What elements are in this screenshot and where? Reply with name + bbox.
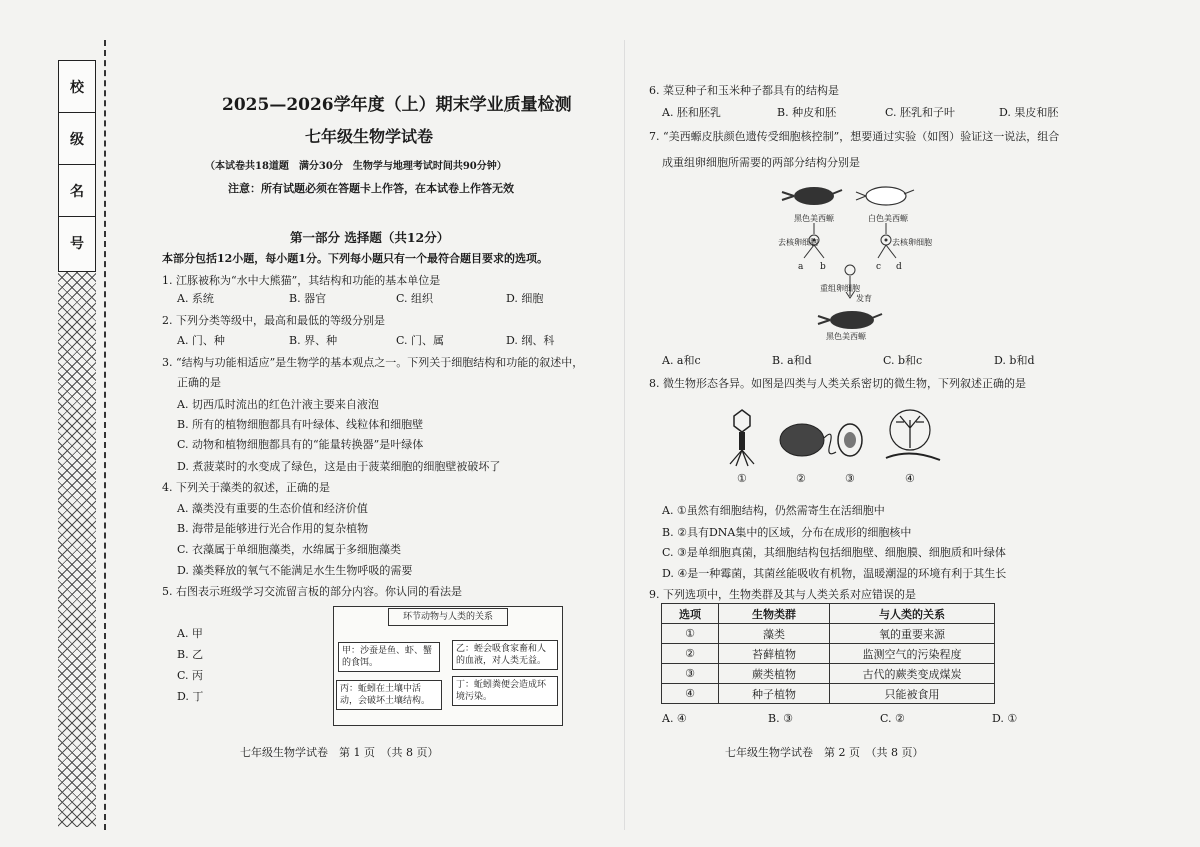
q7-option-d: D. b和d (994, 354, 1035, 367)
q8-label-2: ② (796, 472, 806, 485)
q5-option-c: C. 丙 (177, 669, 204, 682)
exam-warning: 注意：所有试题必须在答题卡上作答，在本试卷上作答无效 (228, 182, 514, 195)
q5-board-title: 环节动物与人类的关系 (388, 608, 508, 626)
q3-option-b: B. 所有的植物细胞都具有叶绿体、线粒体和细胞壁 (177, 418, 424, 431)
q8-option-a: A. ①虽然有细胞结构，仍然需寄生在活细胞中 (662, 504, 885, 517)
q7-label-a: a (798, 262, 804, 272)
q7-stem-cont: 成重组卵细胞所需要的两部分结构分别是 (662, 156, 860, 169)
q9-cell: ② (662, 644, 719, 664)
q8-option-c: C. ③是单细胞真菌，其细胞结构包括细胞壁、细胞膜、细胞质和叶绿体 (662, 546, 1006, 559)
white-axolotl-icon (856, 187, 914, 205)
q7-option-a: A. a和c (662, 354, 701, 367)
q2-option-c: C. 门、属 (396, 334, 445, 347)
q4-option-d: D. 藻类释放的氧气不能满足水生生物呼吸的需要 (177, 564, 413, 577)
q6-option-a: A. 胚和胚乳 (662, 106, 721, 119)
q9-stem: 9. 下列选项中，生物类群及其与人类关系对应错误的是 (649, 588, 916, 601)
q9-table-header (662, 604, 995, 624)
q5-stem: 5. 右图表示班级学习交流留言板的部分内容。你认同的看法是 (162, 585, 462, 598)
q7-label-result: 黑色美西螈 (826, 332, 866, 341)
q9-option-c: C. ② (880, 712, 905, 725)
exam-note: （本试卷共18道题 满分30分 生物学与地理考试时间共90分钟） (205, 161, 507, 172)
q5-note-bing: 丙：蚯蚓在土壤中活动，会破坏土壤结构。 (336, 680, 442, 710)
q9-cell: 只能被食用 (830, 684, 995, 704)
page1-footer: 七年级生物学试卷 第 1 页 （共 8 页） (240, 746, 439, 759)
q9-cell: 苔藓植物 (719, 644, 830, 664)
q4-option-b: B. 海带是能够进行光合作用的复杂植物 (177, 522, 369, 535)
q7-option-b: B. a和d (772, 354, 812, 367)
q2-option-a: A. 门、种 (177, 334, 225, 347)
section-instruction: 本部分包括12小题，每小题1分。下列每小题只有一个最符合题目要求的选项。 (162, 252, 548, 265)
q8-label-3: ③ (845, 472, 855, 485)
q9-cell: ③ (662, 664, 719, 684)
q7-label-d: d (896, 262, 902, 272)
q1-stem: 1. 江豚被称为“水中大熊猫”，其结构和功能的基本单位是 (162, 274, 441, 287)
section-title: 第一部分 选择题（共12分） (290, 230, 450, 245)
exam-subtitle: 七年级生物学试卷 (305, 127, 434, 146)
q3-option-d: D. 煮菠菜时的水变成了绿色，这是由于菠菜细胞的细胞壁被破坏了 (177, 460, 501, 473)
exam-title: 2025—2026学年度（上）期末学业质量检测 (222, 95, 572, 115)
binding-hatch-pattern (58, 272, 96, 827)
q9-header-group: 生物类群 (719, 604, 830, 624)
q6-option-c: C. 胚乳和子叶 (885, 106, 956, 119)
black-axolotl-icon (782, 187, 842, 205)
table-row (662, 644, 995, 664)
q5-note-yi: 乙：蛭会吸食家畜和人的血液，对人类无益。 (452, 640, 558, 670)
q3-option-a: A. 切西瓜时流出的红色汁液主要来自液泡 (177, 398, 379, 411)
q9-cell: ④ (662, 684, 719, 704)
page2-footer: 七年级生物学试卷 第 2 页 （共 8 页） (725, 746, 924, 759)
q3-stem: 3. “结构与功能相适应”是生物学的基本观点之一。下列关于细胞结构和功能的叙述中， (162, 356, 584, 369)
q1-option-c: C. 组织 (396, 292, 434, 305)
q2-option-b: B. 界、种 (289, 334, 338, 347)
table-row (662, 684, 995, 704)
q9-cell: 蕨类植物 (719, 664, 830, 684)
q6-option-d: D. 果皮和胚 (999, 106, 1059, 119)
q7-label-develop: 发育 (856, 294, 872, 303)
q2-option-d: D. 纲、科 (506, 334, 555, 347)
q8-microbe-figure (720, 408, 950, 468)
q9-option-a: A. ④ (662, 712, 687, 725)
q7-label-remove-left: 去核卵细胞 (778, 238, 818, 247)
q3-stem-cont: 正确的是 (177, 376, 221, 389)
table-row (662, 664, 995, 684)
binding-info-box (58, 60, 96, 272)
q9-header-relation: 与人类的关系 (830, 604, 995, 624)
q9-table (661, 603, 995, 704)
q8-label-4: ④ (905, 472, 915, 485)
q9-header-option: 选项 (662, 604, 719, 624)
q9-cell: 藻类 (719, 624, 830, 644)
binding-label-number: 号 (70, 236, 84, 252)
bacteriophage-icon (730, 410, 754, 466)
yeast-cell-icon (838, 424, 862, 456)
q5-option-b: B. 乙 (177, 648, 204, 661)
q8-option-d: D. ④是一种霉菌，其菌丝能吸收有机物，温暖潮湿的环境有利于其生长 (662, 567, 1007, 580)
q7-stem: 7. “美西螈皮肤颜色遗传受细胞核控制”，想要通过实验（如图）验证这一说法，组合 (649, 130, 1060, 143)
q8-stem: 8. 微生物形态各异。如图是四类与人类关系密切的微生物，下列叙述正确的是 (649, 377, 1026, 390)
binding-label-class: 级 (59, 113, 95, 165)
q7-label-c: c (876, 262, 882, 272)
q9-option-d: D. ① (992, 712, 1018, 725)
q9-cell: 监测空气的污染程度 (830, 644, 995, 664)
q4-option-a: A. 藻类没有重要的生态价值和经济价值 (177, 502, 368, 515)
mold-icon (886, 410, 940, 460)
q5-note-jia: 甲：沙蚕是鱼、虾、蟹的食饵。 (338, 642, 440, 672)
table-row (662, 624, 995, 644)
page-separator (624, 40, 625, 830)
binding-label-school: 校 (59, 61, 95, 113)
q7-label-black: 黑色美西螈 (794, 214, 834, 223)
q7-label-recombined: 重组卵细胞 (820, 284, 860, 293)
q9-cell: 古代的蕨类变成煤炭 (830, 664, 995, 684)
q2-stem: 2. 下列分类等级中，最高和最低的等级分别是 (162, 314, 385, 327)
q1-option-b: B. 器官 (289, 292, 327, 305)
q5-option-d: D. 丁 (177, 690, 204, 703)
q7-label-white: 白色美西螈 (868, 214, 908, 223)
binding-cut-line (104, 40, 106, 830)
q1-option-a: A. 系统 (177, 292, 214, 305)
q9-cell: 种子植物 (719, 684, 830, 704)
q5-note-ding: 丁：蚯蚓粪便会造成环境污染。 (452, 676, 558, 706)
q7-label-remove-right: 去核卵细胞 (892, 238, 932, 247)
q8-label-1: ① (737, 472, 747, 485)
q3-option-c: C. 动物和植物细胞都具有的“能量转换器”是叶绿体 (177, 438, 424, 451)
binding-label-name: 名 (59, 165, 95, 217)
q4-stem: 4. 下列关于藻类的叙述，正确的是 (162, 481, 330, 494)
q4-option-c: C. 衣藻属于单细胞藻类，水绵属于多细胞藻类 (177, 543, 402, 556)
q5-option-a: A. 甲 (177, 627, 203, 640)
q6-stem: 6. 菜豆种子和玉米种子都具有的结构是 (649, 84, 839, 97)
q6-option-b: B. 种皮和胚 (777, 106, 837, 119)
q1-option-d: D. 细胞 (506, 292, 544, 305)
q8-option-b: B. ②具有DNA集中的区域，分布在成形的细胞核中 (662, 526, 912, 539)
q9-cell: ① (662, 624, 719, 644)
q9-option-b: B. ③ (768, 712, 793, 725)
bacterium-icon (780, 424, 836, 456)
result-axolotl-icon (818, 311, 882, 329)
q7-label-b: b (820, 262, 826, 272)
q7-option-c: C. b和c (883, 354, 923, 367)
q9-cell: 氧的重要来源 (830, 624, 995, 644)
